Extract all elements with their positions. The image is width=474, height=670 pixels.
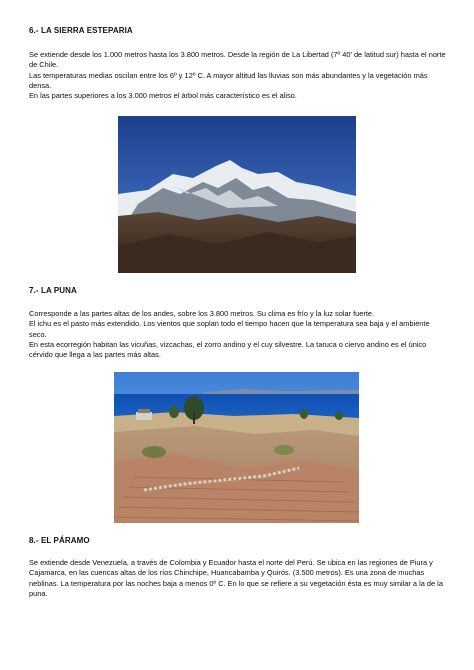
paragraph: En esta ecorregión habitan las vicuñas, vizcachas, el zorro andino y el cuy silvestre. La taruca o ciervo andino es el único cérvido que llega a las partes más altas. [29,339,427,360]
section-text-paramo [29,558,447,599]
section-heading-paramo: 8.- EL PÁRAMO [29,536,90,545]
section-heading-sierra-esteparia: 6.- LA SIERRA ESTEPARIA [29,26,133,35]
section-text-sierra-esteparia [29,50,447,101]
paragraph: El ichu es el pasto más extendido. Los vientos que soplan todo el tiempo hacen que la temperatura sea baja y el ambiente seco. [29,319,430,339]
section-heading-puna: 7.- LA PUNA [29,286,77,295]
paragraph: Se extiende desde Venezuela, a través de Colombia y Ecuador hasta el norte del Perú. Se ubica en las regiones de Piura y Cajamarca, en las cuencas altas de los ríos Chinchipe, Huancabamba y Quirós. (3.500 metros). Es una zona de muchas neblinas. La temperatura por las noches baja a menos 0º C. En lo que se refiere a su vegetación ésta es muy similar a la de la puna. [29,558,443,598]
mountain-photo [118,116,356,273]
section-text-puna [29,309,447,360]
paragraph: Las temperaturas medias oscilan entre los 6º y 12º C. A mayor altitud las lluvias son más abundantes y la vegetación más densa. [29,70,428,90]
lake-photo [114,372,359,523]
paragraph: Corresponde a las partes altas de los andes, sobre los 3.800 metros. Su clima es frío y la luz solar fuerte. [29,309,375,318]
paragraph: En las partes superiores a los 3.000 metros el árbol más característico es el aliso. [29,91,297,101]
paragraph: Se extiende desde los 1.000 metros hasta los 3.800 metros. Desde la región de La Libertad (7º 40’ de latitud sur) hasta el norte de Chile. [29,50,446,70]
